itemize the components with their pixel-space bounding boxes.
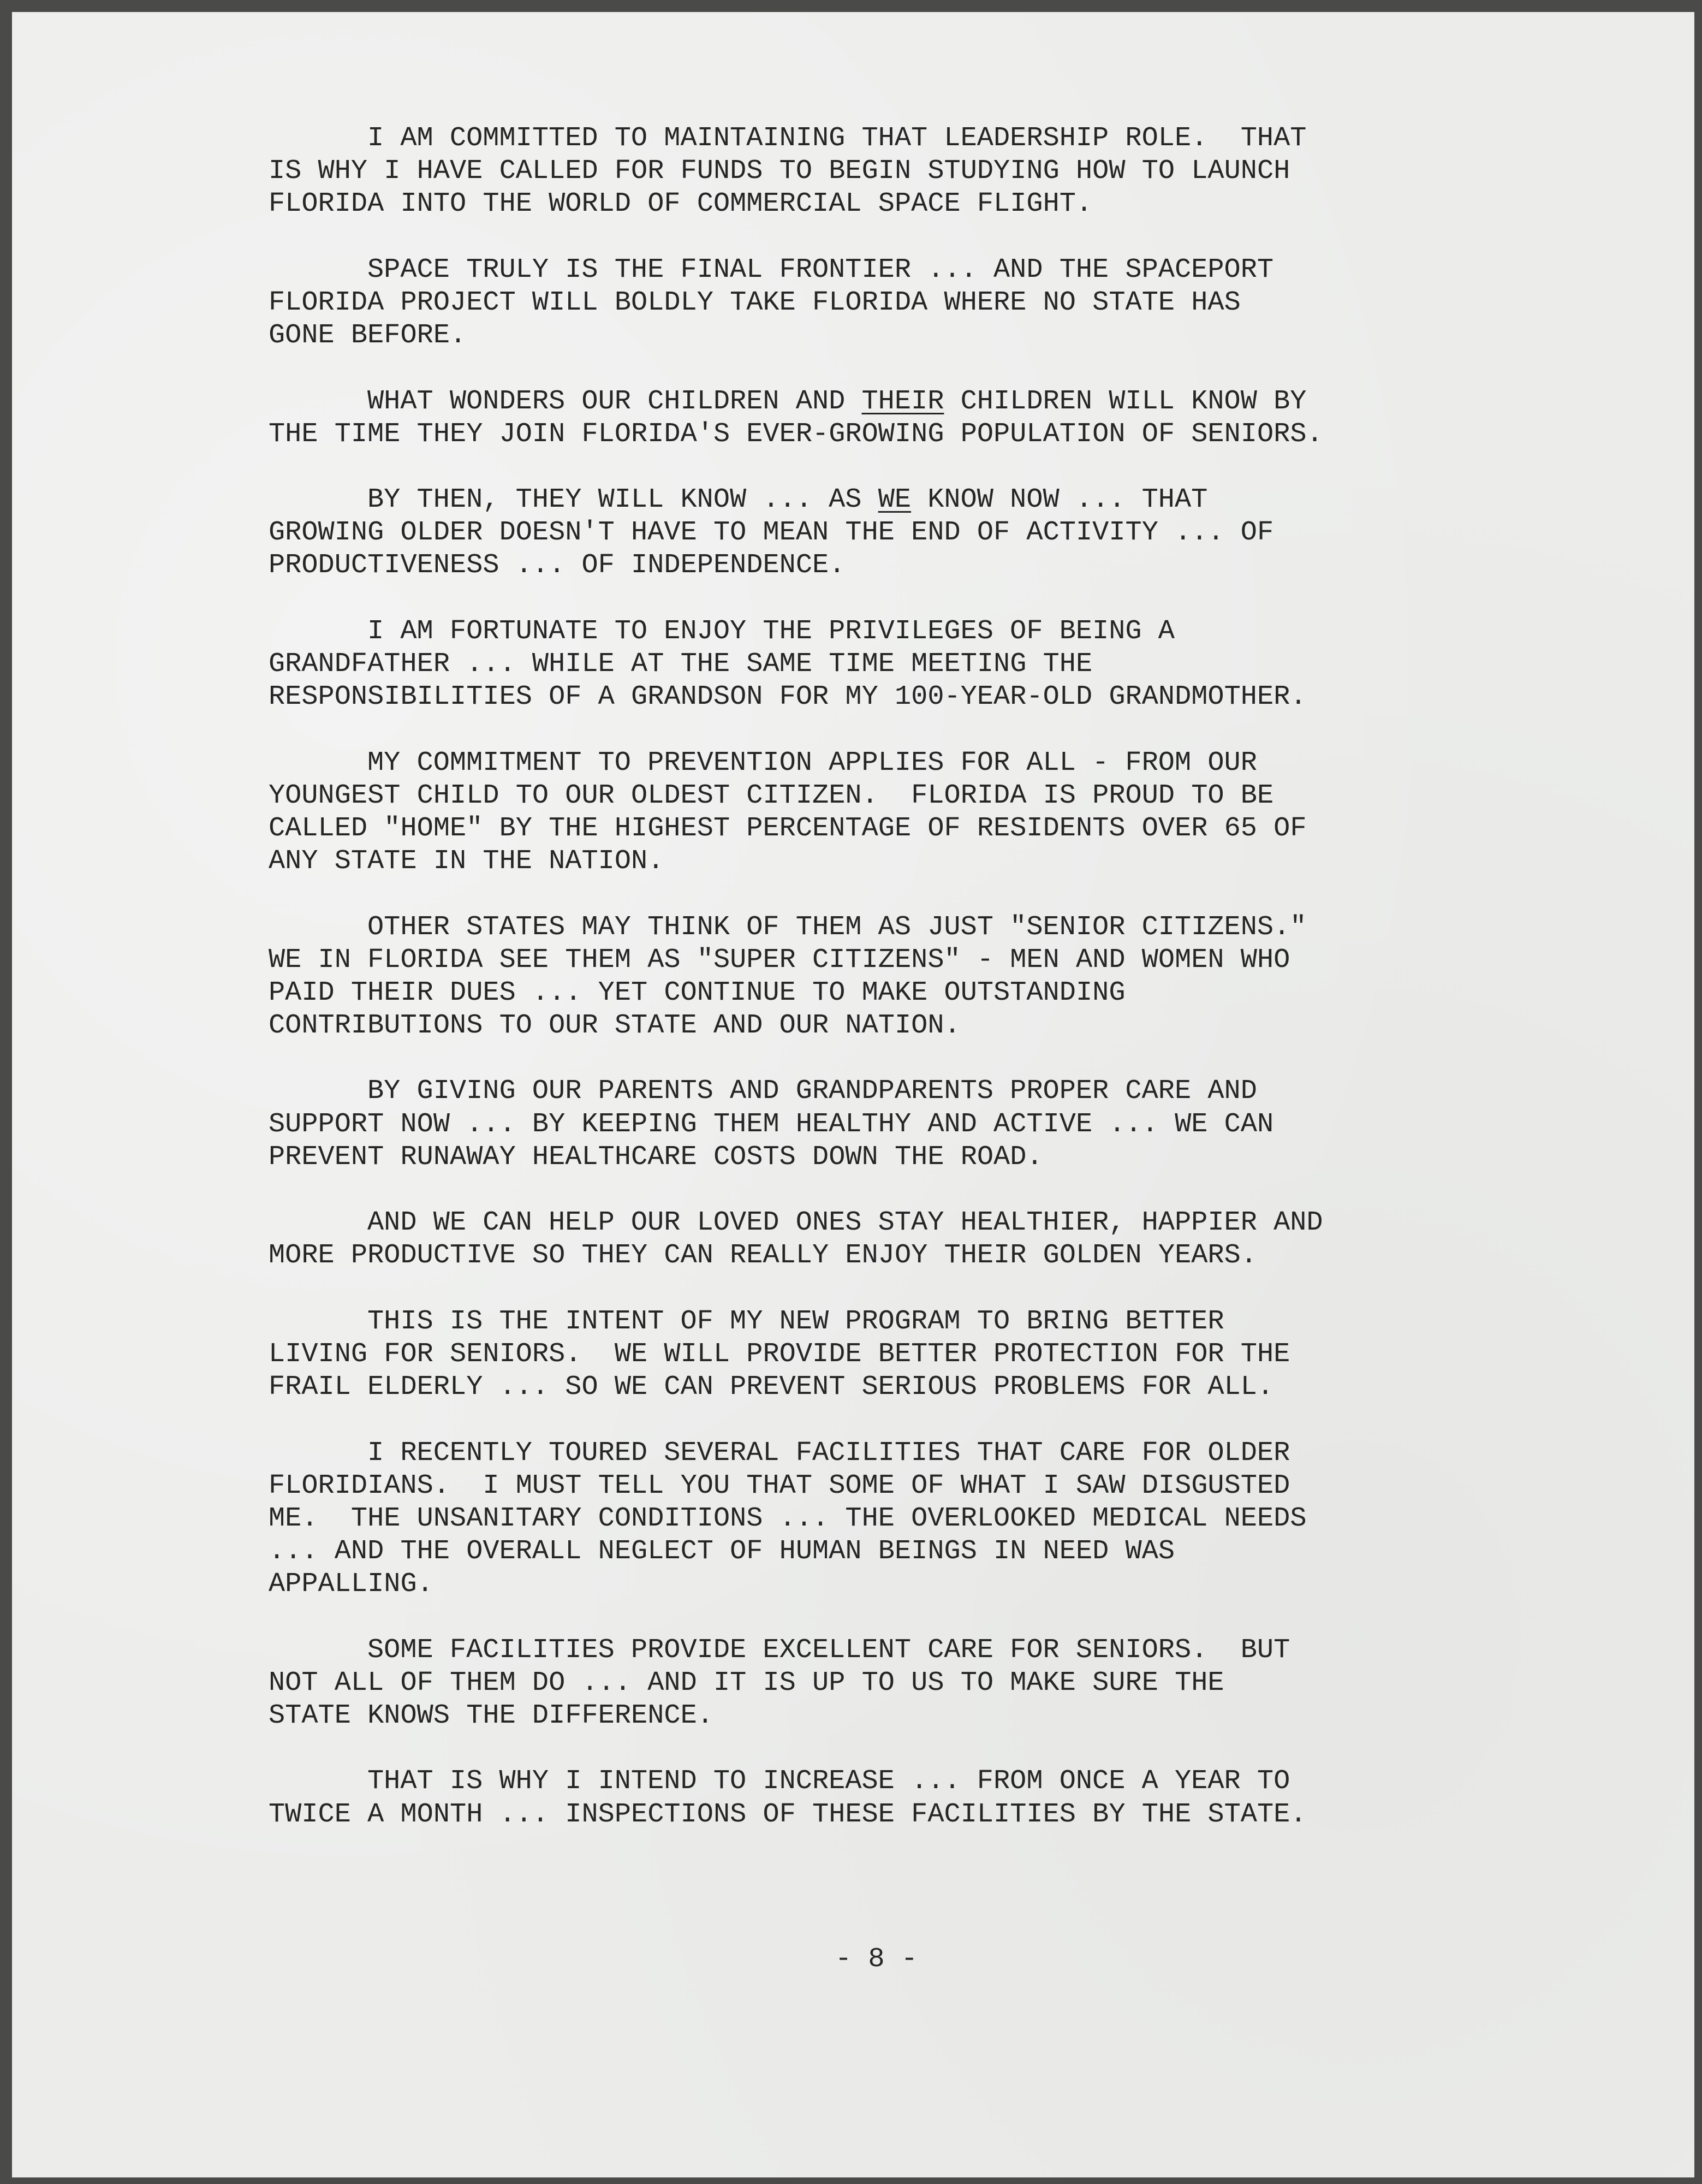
text-run: BY THEN, THEY WILL KNOW ... AS (367, 484, 878, 516)
text-line (269, 1765, 1579, 1798)
text-line (269, 1568, 1579, 1601)
text-run: THE TIME THEY JOIN FLORIDA'S EVER-GROWING POPULATION OF SENIORS. (269, 418, 1323, 450)
text-line (269, 1305, 1579, 1338)
text-line (269, 418, 1579, 451)
text-run: FLORIDA PROJECT WILL BOLDLY TAKE FLORIDA WHERE NO STATE HAS (269, 287, 1241, 318)
text-line (269, 1634, 1579, 1667)
text-run: OTHER STATES MAY THINK OF THEM AS JUST "SENIOR CITIZENS." (367, 911, 1307, 943)
text-line (269, 517, 1579, 549)
text-line (269, 977, 1579, 1010)
text-run: AND WE CAN HELP OUR LOVED ONES STAY HEALTHIER, HAPPIER AND (367, 1207, 1323, 1239)
underlined-word: WE (878, 484, 912, 516)
text-run: SPACE TRULY IS THE FINAL FRONTIER ... AND THE SPACEPORT (367, 254, 1274, 286)
paragraph (269, 385, 1579, 451)
text-run: NOT ALL OF THEM DO ... AND IT IS UP TO US TO MAKE SURE THE (269, 1667, 1224, 1699)
text-line (269, 287, 1579, 319)
text-run: YOUNGEST CHILD TO OUR OLDEST CITIZEN. FLORIDA IS PROUD TO BE (269, 780, 1274, 811)
document-page (12, 12, 1694, 2177)
text-run: TWICE A MONTH ... INSPECTIONS OF THESE FACILITIES BY THE STATE. (269, 1799, 1307, 1830)
paragraph (269, 1634, 1579, 1733)
text-line (269, 1799, 1579, 1831)
text-run: BY GIVING OUR PARENTS AND GRANDPARENTS PROPER CARE AND (367, 1076, 1257, 1107)
text-run: PREVENT RUNAWAY HEALTHCARE COSTS DOWN THE ROAD. (269, 1141, 1043, 1173)
text-line (269, 385, 1579, 418)
text-run: WHAT WONDERS OUR CHILDREN AND (367, 385, 862, 417)
text-run: I RECENTLY TOURED SEVERAL FACILITIES THAT CARE FOR OLDER (367, 1437, 1290, 1469)
text-run: FRAIL ELDERLY ... SO WE CAN PREVENT SERIOUS PROBLEMS FOR ALL. (269, 1372, 1274, 1403)
text-run: CHILDREN WILL KNOW BY (944, 385, 1307, 417)
text-run: PAID THEIR DUES ... YET CONTINUE TO MAKE OUTSTANDING (269, 977, 1126, 1008)
text-run: APPALLING. (269, 1569, 433, 1600)
text-line (269, 1371, 1579, 1404)
text-line (269, 1437, 1579, 1470)
paragraph (269, 1207, 1579, 1272)
text-line (269, 549, 1579, 582)
paragraph (269, 1437, 1579, 1601)
paragraph (269, 615, 1579, 714)
text-line (269, 681, 1579, 714)
text-line (269, 122, 1579, 155)
paragraph (269, 911, 1579, 1043)
text-line (269, 254, 1579, 287)
text-line (269, 648, 1579, 681)
text-run: THAT IS WHY I INTEND TO INCREASE ... FROM ONCE A YEAR TO (367, 1766, 1290, 1797)
text-line (269, 1141, 1579, 1174)
text-line (269, 1075, 1579, 1108)
text-line (269, 188, 1579, 221)
text-line (269, 1207, 1579, 1239)
paragraph (269, 1305, 1579, 1404)
text-line (269, 747, 1579, 780)
text-line (269, 780, 1579, 812)
text-run: FLORIDA INTO THE WORLD OF COMMERCIAL SPACE FLIGHT. (269, 188, 1093, 220)
text-run: FLORIDIANS. I MUST TELL YOU THAT SOME OF WHAT I SAW DISGUSTED (269, 1470, 1290, 1502)
text-line (269, 484, 1579, 517)
text-run: WE IN FLORIDA SEE THEM AS "SUPER CITIZENS" - MEN AND WOMEN WHO (269, 944, 1290, 976)
text-line (269, 812, 1579, 845)
text-line (269, 911, 1579, 944)
text-run: GRANDFATHER ... WHILE AT THE SAME TIME MEETING THE (269, 649, 1093, 680)
text-run: I AM COMMITTED TO MAINTAINING THAT LEADERSHIP ROLE. THAT (367, 123, 1307, 154)
text-line (269, 155, 1579, 188)
text-run: MORE PRODUCTIVE SO THEY CAN REALLY ENJOY THEIR GOLDEN YEARS. (269, 1240, 1257, 1272)
text-run: SUPPORT NOW ... BY KEEPING THEM HEALTHY AND ACTIVE ... WE CAN (269, 1108, 1274, 1140)
underlined-word: THEIR (861, 385, 944, 417)
paragraph (269, 484, 1579, 583)
page-number: - 8 - (835, 1944, 918, 1975)
text-line (269, 1503, 1579, 1535)
paragraph (269, 1765, 1579, 1831)
text-line (269, 1667, 1579, 1700)
text-line (269, 1700, 1579, 1732)
text-line (269, 1338, 1579, 1371)
text-run: GROWING OLDER DOESN'T HAVE TO MEAN THE END OF ACTIVITY ... OF (269, 517, 1274, 549)
text-run: CALLED "HOME" BY THE HIGHEST PERCENTAGE OF RESIDENTS OVER 65 OF (269, 812, 1307, 844)
text-run: ANY STATE IN THE NATION. (269, 846, 664, 877)
text-line (269, 1239, 1579, 1272)
text-run: STATE KNOWS THE DIFFERENCE. (269, 1700, 713, 1731)
paragraph (269, 1075, 1579, 1174)
text-run: SOME FACILITIES PROVIDE EXCELLENT CARE FOR SENIORS. BUT (367, 1634, 1290, 1666)
text-run: I AM FORTUNATE TO ENJOY THE PRIVILEGES OF BEING A (367, 615, 1175, 647)
paragraph (269, 122, 1579, 221)
text-run: ... AND THE OVERALL NEGLECT OF HUMAN BEINGS IN NEED WAS (269, 1536, 1175, 1568)
text-run: PRODUCTIVENESS ... OF INDEPENDENCE. (269, 550, 846, 581)
text-line (269, 944, 1579, 977)
text-run: IS WHY I HAVE CALLED FOR FUNDS TO BEGIN STUDYING HOW TO LAUNCH (269, 156, 1290, 187)
text-line (269, 1108, 1579, 1141)
text-line (269, 1010, 1579, 1042)
text-line (269, 615, 1579, 648)
text-run: MY COMMITMENT TO PREVENTION APPLIES FOR ALL - FROM OUR (367, 747, 1257, 779)
text-run: LIVING FOR SENIORS. WE WILL PROVIDE BETTER PROTECTION FOR THE (269, 1338, 1290, 1370)
text-line (269, 1535, 1579, 1568)
text-line (269, 1470, 1579, 1503)
text-run: ME. THE UNSANITARY CONDITIONS ... THE OVERLOOKED MEDICAL NEEDS (269, 1503, 1307, 1534)
text-run: CONTRIBUTIONS TO OUR STATE AND OUR NATION. (269, 1010, 961, 1042)
text-run: THIS IS THE INTENT OF MY NEW PROGRAM TO BRING BETTER (367, 1305, 1224, 1337)
speech-body (269, 122, 1579, 1831)
paragraph (269, 747, 1579, 879)
text-line (269, 845, 1579, 878)
paragraph (269, 254, 1579, 353)
text-run: KNOW NOW ... THAT (911, 484, 1208, 516)
text-run: RESPONSIBILITIES OF A GRANDSON FOR MY 100-YEAR-OLD GRANDMOTHER. (269, 681, 1307, 713)
text-line (269, 319, 1579, 352)
text-run: GONE BEFORE. (269, 320, 467, 352)
